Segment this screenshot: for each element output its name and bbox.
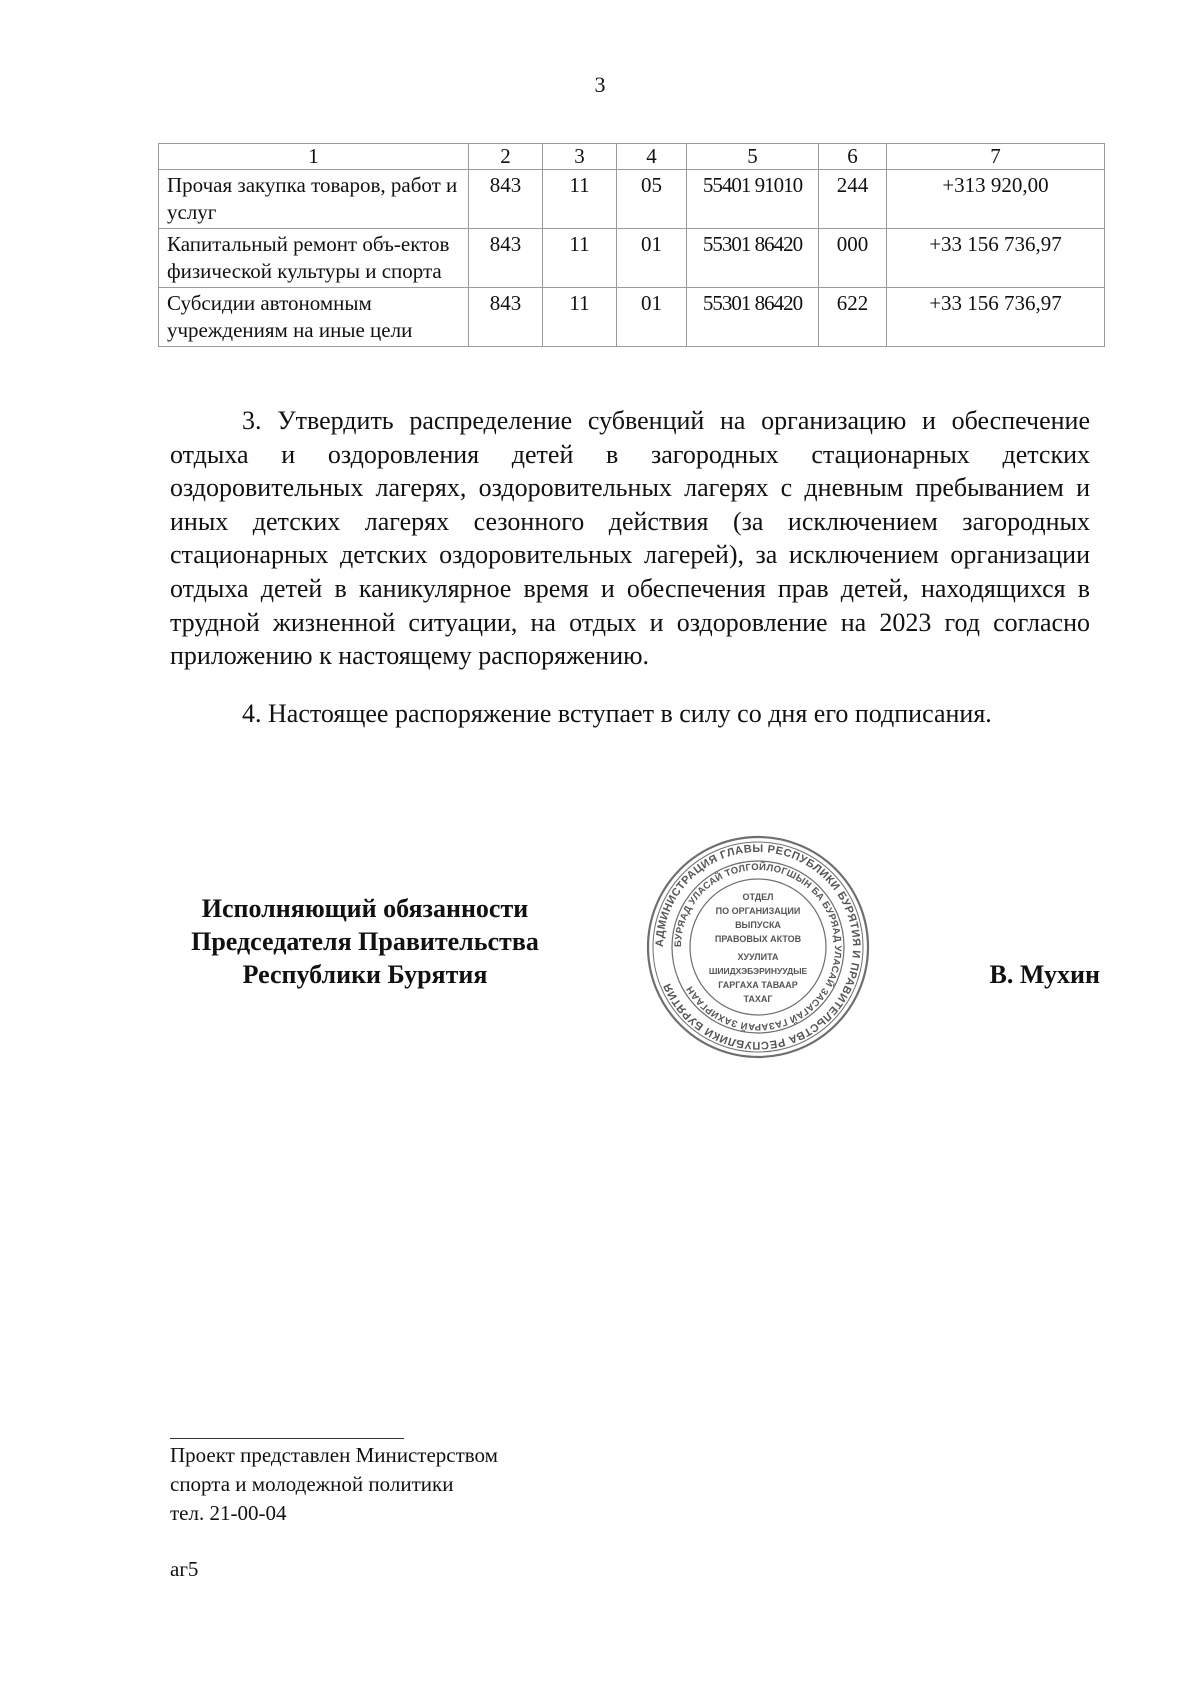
seal-center-line: ВЫПУСКА: [735, 920, 781, 930]
table-cell: 843: [469, 288, 543, 347]
svg-text:АДМИНИСТРАЦИЯ ГЛАВЫ РЕСПУБЛИКИ: [654, 843, 862, 1051]
official-seal: [643, 832, 873, 1062]
table-cell-name: Прочая закупка товаров, работ и услуг: [159, 170, 469, 229]
table-header-cell: 5: [687, 144, 819, 170]
paragraph-4: 4. Настоящее распоряжение вступает в силу со дня его подписания.: [242, 699, 992, 728]
table-cell-amount: +313 920,00: [887, 170, 1105, 229]
table-row: [159, 170, 1105, 229]
table-cell: 05: [617, 170, 687, 229]
seal-center-line: ПО ОРГАНИЗАЦИИ: [715, 906, 801, 916]
table-cell: 000: [819, 229, 887, 288]
signer-name: В. Мухин: [989, 960, 1100, 989]
table-cell: 843: [469, 170, 543, 229]
table-cell: 843: [469, 229, 543, 288]
table-header-cell: 3: [543, 144, 617, 170]
table-row: [159, 229, 1105, 288]
budget-table: [158, 143, 1105, 347]
signer-title-line: Республики Бурятия: [242, 960, 488, 989]
table-header-cell: 2: [469, 144, 543, 170]
table-cell: 01: [617, 288, 687, 347]
seal-inner-text: БУРЯАД УЛАСАЙ ТОЛГОЙЛОГШЫН БА БУРЯАД УЛАСАЙ ЗАСАГАЙ ГАЗАРАЙ ЗАХИРГААН: [672, 861, 844, 1033]
table-cell: 55301 86420: [687, 288, 819, 347]
table-row: [159, 288, 1105, 347]
paragraph-3: 3. Утвердить распределение субвенций на организацию и обеспечение отдыха и оздоровления детей в загородных стационарных детских оздоровительных лагерях, оздоровительных лагерях с дневным пребыванием и иных детских лагерях сезонного действия (за исключением загородных стационарных детских оздоровительных лагерей), за исключением организации отдыха детей в каникулярное время и обеспечения прав детей, находящихся в трудной жизненной ситуации, на отдых и оздоровление на 2023 год согласно приложению к настоящему распоряжению.: [170, 406, 1090, 671]
footer-line: тел. 21-00-04: [170, 1501, 287, 1525]
table-header-row: [159, 144, 1105, 170]
seal-center-line: ПРАВОВЫХ АКТОВ: [714, 934, 802, 944]
seal-outer-text: АДМИНИСТРАЦИЯ ГЛАВЫ РЕСПУБЛИКИ БУРЯТИЯ И ПРАВИТЕЛЬСТВА РЕСПУБЛИКИ БУРЯТИЯ: [653, 842, 863, 1052]
table-header-cell: 4: [617, 144, 687, 170]
seal-center-line: ОТДЕЛ: [742, 892, 774, 902]
signer-title-line: Исполняющий обязанности: [201, 894, 529, 923]
footer-line: спорта и молодежной политики: [170, 1472, 454, 1496]
table-cell: 01: [617, 229, 687, 288]
table-cell-name: Капитальный ремонт объ-ектов физической культуры и спорта: [159, 229, 469, 288]
document-code: аг5: [170, 1557, 199, 1581]
seal-ring: [672, 861, 844, 1033]
footer-note: [170, 1441, 498, 1528]
table-cell-name: Субсидии автономным учреждениям на иные цели: [159, 288, 469, 347]
table-header-cell: 1: [159, 144, 469, 170]
seal-center-line: ШИИДХЭБЭРИНУУДЫЕ: [708, 966, 808, 976]
table-cell: 55301 86420: [687, 229, 819, 288]
table-cell-amount: +33 156 736,97: [887, 288, 1105, 347]
table-cell: 11: [543, 288, 617, 347]
table-cell-amount: +33 156 736,97: [887, 229, 1105, 288]
table-cell: 55401 91010: [687, 170, 819, 229]
signer-title: [170, 892, 560, 991]
footer-line: Проект представлен Министерством: [170, 1443, 498, 1467]
page-number: 3: [594, 72, 606, 97]
seal-center-line: ХУУЛИТА: [737, 952, 779, 962]
table-cell: 244: [819, 170, 887, 229]
table-cell: 11: [543, 229, 617, 288]
table-header-cell: 7: [887, 144, 1105, 170]
footer-divider: [170, 1438, 404, 1439]
seal-center-line: ГАРГАХА ТАВААР: [718, 980, 798, 990]
svg-text:БУРЯАД УЛАСАЙ ТОЛГОЙЛОГШЫН БА: [673, 861, 843, 1032]
seal-center-line: ТАХАГ: [743, 994, 773, 1004]
table-cell: 622: [819, 288, 887, 347]
table-cell: 11: [543, 170, 617, 229]
table-header-cell: 6: [819, 144, 887, 170]
signer-title-line: Председателя Правительства: [191, 927, 539, 956]
